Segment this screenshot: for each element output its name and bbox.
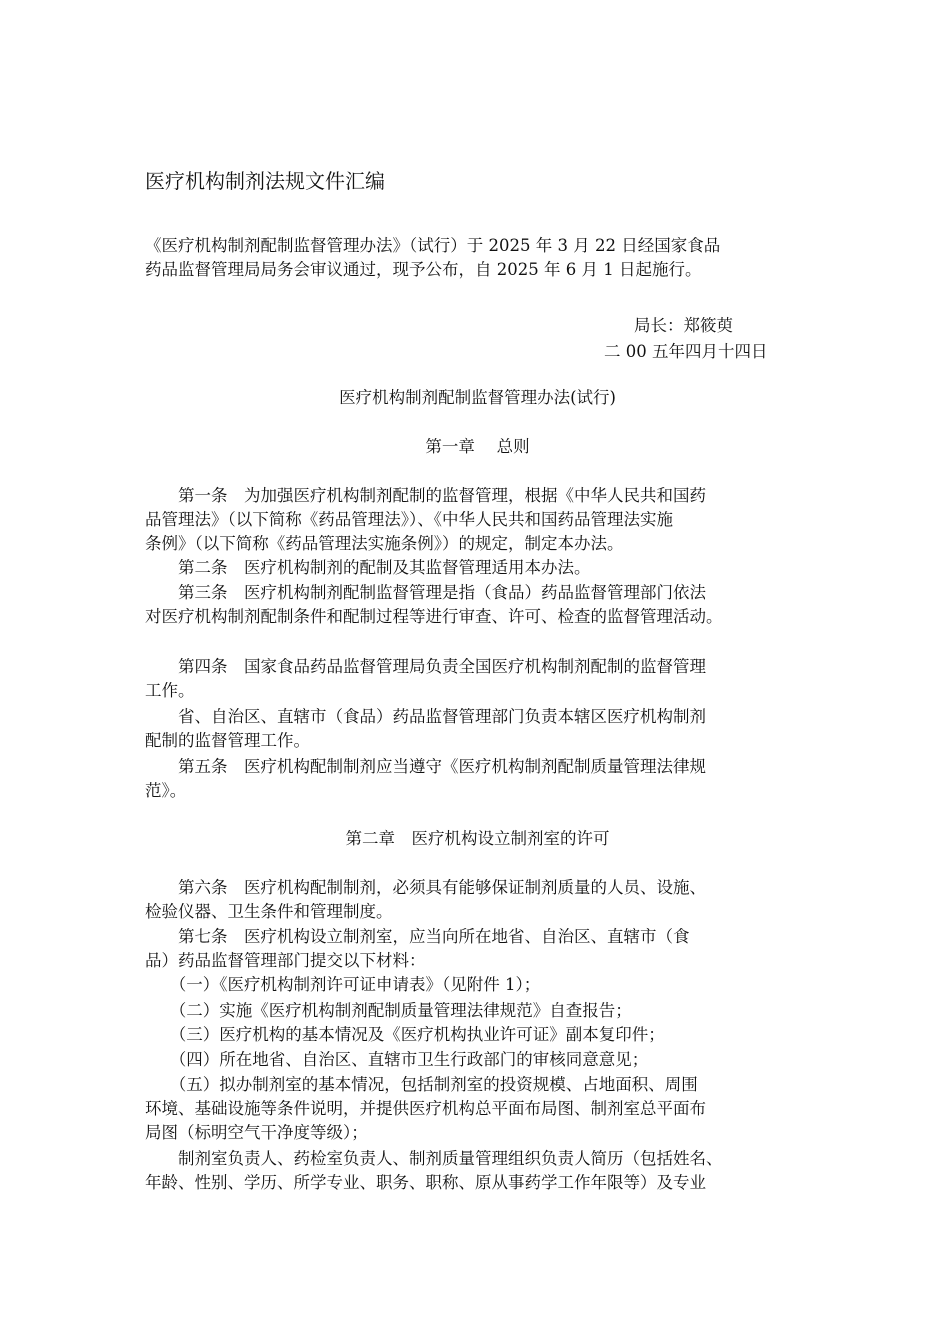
article-line: 品管理法》（以下简称《药品管理法》）、《中华人民共和国药品管理法实施	[145, 510, 673, 529]
article-line: 第三条 医疗机构制剂配制监督管理是指（食品）药品监督管理部门依法	[145, 583, 706, 602]
article-line: 配制的监督管理工作。	[145, 731, 310, 750]
article-line: （三）医疗机构的基本情况及《医疗机构执业许可证》副本复印件；	[145, 1025, 665, 1044]
document-title: 医疗机构制剂法规文件汇编	[145, 169, 385, 193]
article-line: 条例》（以下简称《药品管理法实施条例》）的规定，制定本办法。	[145, 534, 624, 553]
regulation-title: 医疗机构制剂配制监督管理办法(试行)	[339, 388, 616, 407]
article-line: 第二条 医疗机构制剂的配制及其监督管理适用本办法。	[145, 558, 591, 577]
signature-date: 二 00 五年四月十四日	[604, 342, 768, 361]
article-line: 环境、基础设施等条件说明，并提供医疗机构总平面布局图、制剂室总平面布	[145, 1099, 706, 1118]
article-line: （二）实施《医疗机构制剂配制质量管理法律规范》自查报告；	[145, 1001, 632, 1020]
chapter-heading: 第一章 总则	[425, 437, 530, 456]
article-line: 局图（标明空气干净度等级）；	[145, 1123, 368, 1142]
article-line: 范》。	[145, 781, 187, 800]
chapter-heading: 第二章 医疗机构设立制剂室的许可	[345, 829, 610, 848]
preamble-line: 药品监督管理局局务会审议通过，现予公布，自 2025 年 6 月 1 日起施行。	[145, 260, 702, 279]
article-line: 年龄、性别、学历、所学专业、职务、职称、原从事药学工作年限等）及专业	[145, 1173, 706, 1192]
article-line: 检验仪器、卫生条件和管理制度。	[145, 902, 393, 921]
signatory-name: 局长：郑筱萸	[634, 316, 733, 335]
article-line: 第七条 医疗机构设立制剂室，应当向所在地省、自治区、直辖市（食	[145, 927, 690, 946]
article-line: 第四条 国家食品药品监督管理局负责全国医疗机构制剂配制的监督管理	[145, 657, 706, 676]
article-line: 第一条 为加强医疗机构制剂配制的监督管理，根据《中华人民共和国药	[145, 486, 706, 505]
article-line: （一）《医疗机构制剂许可证申请表》（见附件 1）；	[145, 975, 541, 994]
article-line: （五）拟办制剂室的基本情况，包括制剂室的投资规模、占地面积、周围	[145, 1075, 698, 1094]
article-line: （四）所在地省、自治区、直辖市卫生行政部门的审核同意意见；	[145, 1050, 649, 1069]
preamble-line: 《医疗机构制剂配制监督管理办法》（试行）于 2025 年 3 月 22 日经国家食品	[145, 236, 721, 255]
article-line: 对医疗机构制剂配制条件和配制过程等进行审查、许可、检查的监督管理活动。	[145, 607, 723, 626]
article-line: 制剂室负责人、药检室负责人、制剂质量管理组织负责人简历（包括姓名、	[145, 1149, 723, 1168]
article-line: 第五条 医疗机构配制制剂应当遵守《医疗机构制剂配制质量管理法律规	[145, 757, 706, 776]
article-line: 工作。	[145, 681, 195, 700]
article-line: 品）药品监督管理部门提交以下材料：	[145, 951, 426, 970]
article-line: 省、自治区、直辖市（食品）药品监督管理部门负责本辖区医疗机构制剂	[145, 707, 706, 726]
article-line: 第六条 医疗机构配制制剂，必须具有能够保证制剂质量的人员、设施、	[145, 878, 706, 897]
